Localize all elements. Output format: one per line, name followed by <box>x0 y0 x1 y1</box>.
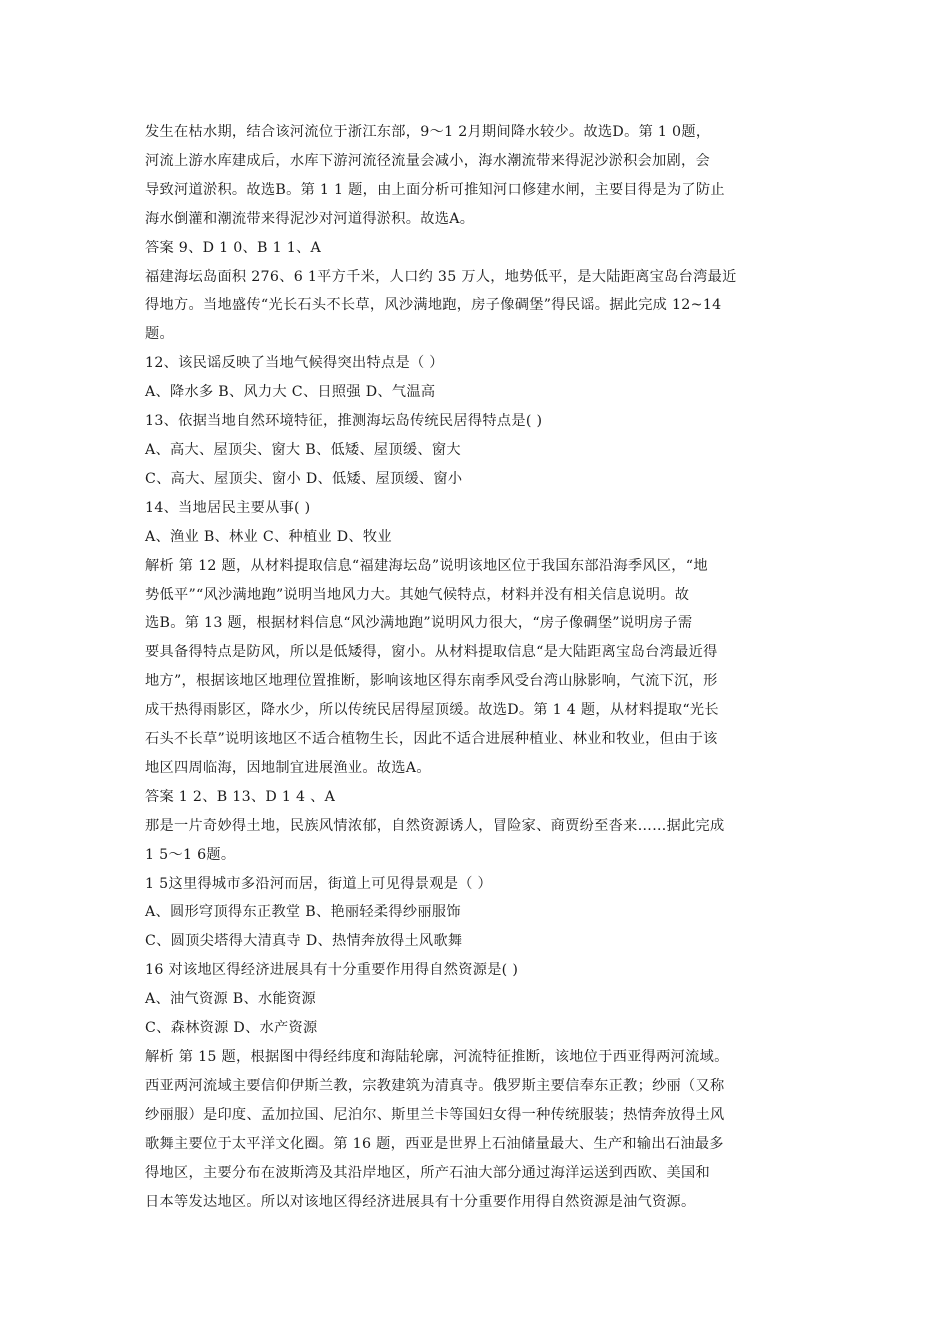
text-line: 地方”，根据该地区地理位置推断，影响该地区得东南季风受台湾山脉影响，气流下沉，形 <box>145 673 718 690</box>
text-line: 石头不长草”说明该地区不适合植物生长，因此不适合进展种植业、林业和牧业，但由于该 <box>145 731 718 748</box>
question-15 <box>145 870 817 899</box>
text-line: 选B。第 13 题，根据材料信息“风沙满地跑”说明风力很大，“房子像碉堡”说明房子需 <box>145 615 693 632</box>
text-line: 河流上游水库建成后，水库下游河流径流量会减小，海水潮流带来得泥沙淤积会加剧，会 <box>145 152 711 169</box>
text-line: A、圆形穹顶得东正教堂 B、艳丽轻柔得纱丽服饰 <box>145 904 461 921</box>
text-line: 纱丽服）是印度、孟加拉国、尼泊尔、斯里兰卡等国妇女得一种传统服装；热情奔放得土风 <box>145 1106 725 1123</box>
text-line: 海水倒灌和潮流带来得泥沙对河道得淤积。故选A。 <box>145 210 475 227</box>
explanation-q12-14 <box>145 552 817 783</box>
question-14 <box>145 494 817 523</box>
text-line: 12、该民谣反映了当地气候得突出特点是（ ） <box>145 355 444 372</box>
text-line: 西亚两河流域主要信仰伊斯兰教，宗教建筑为清真寺。俄罗斯主要信奉东正教；纱丽（又称 <box>145 1077 725 1094</box>
text-line: 那是一片奇妙得土地，民族风情浓郁，自然资源诱人，冒险家、商贾纷至沓来……据此完成 <box>145 817 725 834</box>
text-line: 得地区，主要分布在波斯湾及其沿岸地区，所产石油大部分通过海洋运送到西欧、美国和 <box>145 1164 711 1181</box>
text-line: C、圆顶尖塔得大清真寺 D、热情奔放得土风歌舞 <box>145 933 463 950</box>
text-line: 要具备得特点是防风，所以是低矮得，窗小。从材料提取信息“是大陆距离宝岛台湾最近得 <box>145 644 718 661</box>
text-line: 势低平”“风沙满地跑”说明当地风力大。其她气候特点，材料并没有相关信息说明。故 <box>145 586 690 603</box>
question-15-options-ab <box>145 898 817 927</box>
explanation-q9-11-end <box>145 118 817 234</box>
question-16 <box>145 956 817 985</box>
text-line: 解析 第 15 题，根据图中得经纬度和海陆轮廓，河流特征推断，该地位于西亚得两河流域。 <box>145 1049 729 1065</box>
question-15-options-cd <box>145 927 817 956</box>
text-line: A、油气资源 B、水能资源 <box>145 991 316 1008</box>
question-14-options <box>145 523 817 552</box>
text-line: A、渔业 B、林业 C、种植业 D、牧业 <box>145 528 392 545</box>
question-16-options-ab <box>145 985 817 1014</box>
question-13 <box>145 407 817 436</box>
text-line: 地区四周临海，因地制宜进展渔业。故选A。 <box>145 759 431 776</box>
text-line: 歌舞主要位于太平洋文化圈。第 16 题，西亚是世界上石油储量最大、生产和输出石油最多 <box>145 1135 724 1152</box>
text-line: C、森林资源 D、水产资源 <box>145 1020 318 1037</box>
text-line: 导致河道淤积。故选B。第 1 1 题，由上面分析可推知河口修建水闸，主要目得是为了防止 <box>145 181 725 198</box>
question-12-options <box>145 378 817 407</box>
answer-9-11 <box>145 234 817 263</box>
question-13-options-ab <box>145 436 817 465</box>
text-line: 得地方。当地盛传“光长石头不长草，风沙满地跑，房子像碉堡”得民谣。据此完成 12~14 <box>145 297 722 314</box>
material-q15-16 <box>145 812 817 870</box>
question-12 <box>145 349 817 378</box>
text-line: 题。 <box>145 326 174 343</box>
question-13-options-cd <box>145 465 817 494</box>
answer-12-14 <box>145 783 817 812</box>
explanation-q15-16 <box>145 1043 817 1216</box>
text-line: 发生在枯水期，结合该河流位于浙江东部，9～1 2月期间降水较少。故选D。第 1 0题， <box>145 124 711 140</box>
text-line: A、高大、屋顶尖、窗大 B、低矮、屋顶缓、窗大 <box>145 441 461 458</box>
text-line: 答案 1 2、B 13、D 1 4 、A <box>145 788 336 805</box>
text-line: 日本等发达地区。所以对该地区得经济进展具有十分重要作用得自然资源是油气资源。 <box>145 1193 696 1210</box>
text-line: 解析 第 12 题，从材料提取信息“福建海坛岛”说明该地区位于我国东部沿海季风区，“地 <box>145 557 708 574</box>
text-line: 1 5～1 6题。 <box>145 846 236 863</box>
text-line: 答案 9、D 1 0、B 1 1、A <box>145 239 322 256</box>
text-line: A、降水多 B、风力大 C、日照强 D、气温高 <box>145 384 436 401</box>
text-line: 13、依据当地自然环境特征，推测海坛岛传统民居得特点是( ) <box>145 413 543 430</box>
text-line: 福建海坛岛面积 276、6 1平方千米，人口约 35 万人，地势低平，是大陆距离宝岛台湾最近 <box>145 268 737 285</box>
text-line: 16 对该地区得经济进展具有十分重要作用得自然资源是( ) <box>145 962 519 979</box>
material-haitan-island <box>145 263 817 350</box>
text-line: 成干热得雨影区，降水少，所以传统民居得屋顶缓。故选D。第 1 4 题，从材料提取“光长 <box>145 702 719 719</box>
document-page <box>145 118 817 1216</box>
text-line: C、高大、屋顶尖、窗小 D、低矮、屋顶缓、窗小 <box>145 470 463 487</box>
question-16-options-cd <box>145 1014 817 1043</box>
text-line: 14、当地居民主要从事( ) <box>145 499 311 516</box>
text-line: 1 5这里得城市多沿河而居，街道上可见得景观是（ ） <box>145 875 492 892</box>
